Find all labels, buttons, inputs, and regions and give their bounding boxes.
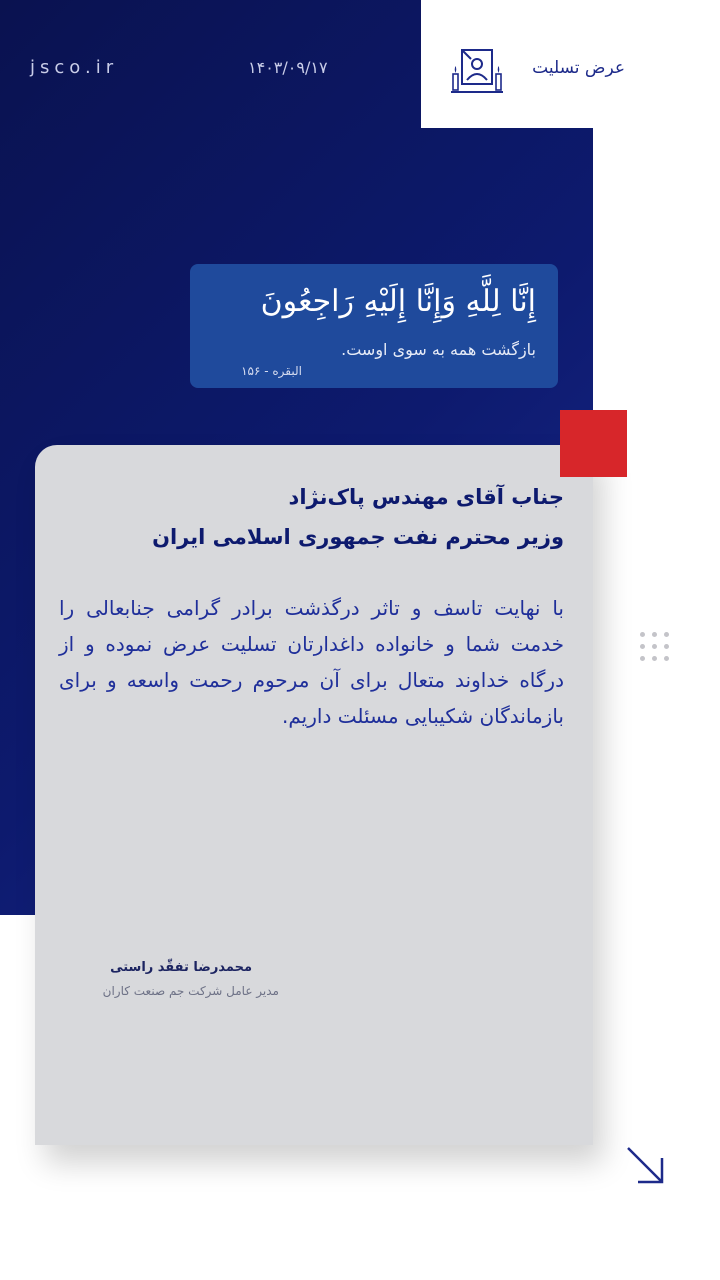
verse-arabic-text: إِنَّا لِلَّهِ وَإِنَّا إِلَيْهِ رَاجِعُونَ — [260, 284, 536, 319]
signer-name: محمدرضا تفقّد راستی — [110, 960, 252, 975]
recipient-position: وزیر محترم نفت جمهوری اسلامی ایران — [152, 525, 564, 549]
quran-verse-box — [190, 264, 558, 388]
arrow-down-right-icon — [624, 1144, 666, 1186]
condolence-message-card — [35, 445, 593, 1145]
tab-title: عرض تسلیت — [532, 58, 625, 78]
dot-grid-decoration — [640, 632, 674, 666]
site-url: jsco.ir — [30, 57, 119, 78]
signer-title: مدیر عامل شرکت جم صنعت کاران — [102, 984, 279, 998]
post-date: ۱۴۰۳/۰۹/۱۷ — [248, 58, 328, 77]
verse-translation: بازگشت همه به سوی اوست. — [341, 340, 536, 359]
mourning-portrait-icon — [451, 46, 503, 94]
verse-reference: البقره - ۱۵۶ — [241, 364, 302, 378]
accent-red-square — [560, 410, 627, 477]
condolence-body-text: با نهایت تاسف و تاثر درگذشت برادر گرامی جنابعالی را خدمت شما و خانواده داغدارتان تسلیت عرض نموده و از درگاه خداوند متعال برای آن مرحوم رحمت واسعه و برای بازماندگان شکیبایی مسئلت داریم. — [59, 596, 564, 728]
category-tab — [421, 0, 720, 128]
recipient-name: جناب آقای مهندس پاک‌نژاد — [288, 485, 564, 509]
